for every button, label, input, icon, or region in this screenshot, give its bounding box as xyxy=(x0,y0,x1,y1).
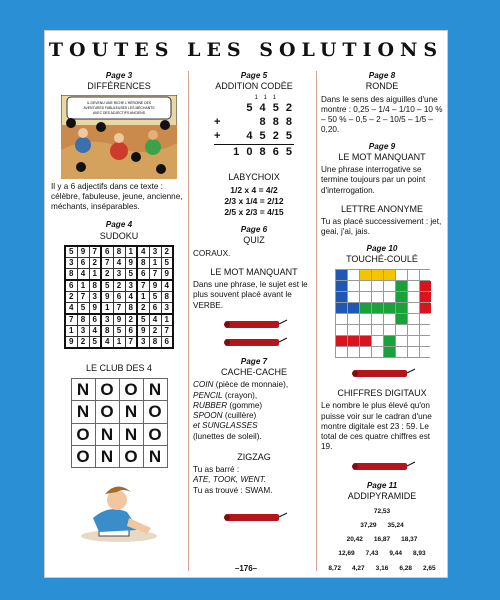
club-cell: O xyxy=(119,379,143,401)
sudoku-cell: 9 xyxy=(161,268,173,280)
club-cell: N xyxy=(71,379,95,401)
english-word: PENCIL xyxy=(193,390,223,400)
sudoku-cell: 2 xyxy=(125,314,137,326)
section-heading: CHIFFRES DIGITAUX xyxy=(337,388,427,398)
column-divider xyxy=(316,71,317,571)
sudoku-row xyxy=(65,325,173,336)
english-word: RUBBER xyxy=(193,400,228,410)
pyramid-row xyxy=(321,550,443,558)
club-des-4-grid xyxy=(71,378,168,468)
grid-cell xyxy=(348,325,359,335)
sudoku-cell: 3 xyxy=(77,325,89,336)
club-row xyxy=(71,423,167,445)
sudoku-cell: 3 xyxy=(161,302,173,314)
grid-cell xyxy=(384,303,395,313)
grid-cell xyxy=(348,281,359,291)
grid-cell xyxy=(384,281,395,291)
section-heading: LE MOT MANQUANT xyxy=(338,151,426,162)
pyramid-value: 6,28 xyxy=(399,564,412,572)
pyramid-value: 8,72 xyxy=(328,564,342,572)
cache-cache-line xyxy=(193,411,315,421)
grid-cell xyxy=(408,281,419,291)
sudoku-cell: 7 xyxy=(89,246,101,258)
sudoku-row xyxy=(65,291,173,302)
pyramid-value: 3,16 xyxy=(375,564,389,572)
firecracker-decoration xyxy=(219,510,289,524)
sudoku-cell: 5 xyxy=(161,257,173,268)
grid-cell xyxy=(408,292,419,302)
pyramid-value: 7,43 xyxy=(365,550,379,558)
grid-cell xyxy=(348,303,359,313)
grid-cell xyxy=(384,347,395,357)
section-heading: ZIGZAG xyxy=(237,451,271,462)
zigzag-line: ATE, TOOK, WENT. xyxy=(193,475,267,485)
sudoku-cell: 7 xyxy=(161,325,173,336)
addend-2: 8 8 8 xyxy=(259,115,294,128)
grid-cell xyxy=(372,303,383,313)
addipyramide xyxy=(321,508,443,573)
zigzag-line: Tu as barré : xyxy=(193,465,240,475)
addend-1: 5 4 5 2 xyxy=(246,102,294,114)
pyramid-value: 18,37 xyxy=(401,536,418,544)
club-cell: N xyxy=(95,445,119,467)
sudoku-cell: 4 xyxy=(149,314,161,326)
sudoku-cell: 6 xyxy=(89,314,101,326)
sudoku-cell: 9 xyxy=(113,314,125,326)
grid-cell xyxy=(372,347,383,357)
sudoku-cell: 2 xyxy=(161,246,173,258)
grid-cell xyxy=(384,270,395,280)
section-heading: TOUCHÉ-COULÉ xyxy=(346,253,418,264)
section-heading: DIFFÉRENCES xyxy=(87,81,151,92)
grid-cell xyxy=(336,347,347,357)
addend-3: 4 5 2 5 xyxy=(246,129,294,142)
sudoku-cell: 1 xyxy=(137,291,149,302)
cache-cache-line xyxy=(193,421,315,431)
grid-cell xyxy=(360,347,371,357)
sudoku-cell: 9 xyxy=(125,257,137,268)
section-page-label: Page 9 xyxy=(368,141,396,151)
sudoku-cell: 9 xyxy=(77,246,89,258)
grid-cell xyxy=(360,314,371,324)
sudoku-cell: 7 xyxy=(77,291,89,302)
grid-cell xyxy=(384,336,395,346)
grid-cell xyxy=(384,314,395,324)
section-page-label: Page 4 xyxy=(105,220,133,230)
grid-cell xyxy=(372,292,383,302)
svg-text:AVEC DES ADJECTIFS ANCIENS: AVEC DES ADJECTIFS ANCIENS xyxy=(93,110,145,115)
sudoku-cell: 9 xyxy=(137,325,149,336)
sudoku-cell: 4 xyxy=(137,246,149,258)
column-left xyxy=(51,71,187,544)
sudoku-cell: 1 xyxy=(101,302,113,314)
differences-answer: Il y a 6 adjectifs dans ce texte : célèbre, fabuleuse, jeune, ancienne, méchants, inséparables. xyxy=(51,181,183,211)
pyramid-row xyxy=(321,536,443,544)
section-page-label: Page 6 xyxy=(240,225,268,235)
column-divider xyxy=(188,71,189,571)
pyramid-value: 16,87 xyxy=(373,536,391,544)
pyramid-value: 35,24 xyxy=(387,522,404,530)
grid-cell xyxy=(372,314,383,324)
chiffres-digitaux-answer: Le nombre le plus élevé qu'on puisse voir sur le cadran d'une montre digitale est 23 : 59. Le total de ces quatre chiffres est 19. xyxy=(321,401,432,452)
cache-cache-line xyxy=(193,401,315,411)
sudoku-cell: 4 xyxy=(113,257,125,268)
sudoku-cell: 6 xyxy=(113,291,125,302)
grid-cell xyxy=(420,325,431,335)
grid-cell xyxy=(360,303,371,313)
sudoku-cell: 8 xyxy=(125,302,137,314)
pyramid-value: 37,29 xyxy=(360,522,377,530)
grid-cell xyxy=(336,292,347,302)
grid-cell xyxy=(396,336,407,346)
lettre-anonyme-answer: Tu as placé successivement : jet, geai, j'ai, jais. xyxy=(321,217,442,237)
grid-cell xyxy=(348,336,359,346)
sudoku-cell: 2 xyxy=(113,280,125,292)
laby-line: 2/5 x 2/3 = 4/15 xyxy=(224,206,284,217)
reading-child-illustration xyxy=(79,478,159,544)
sudoku-cell: 5 xyxy=(77,302,89,314)
section-heading: LETTRE ANONYME xyxy=(340,203,423,214)
sudoku-cell: 1 xyxy=(161,314,173,326)
sudoku-cell: 3 xyxy=(65,257,77,268)
grid-cell xyxy=(348,270,359,280)
grid-cell xyxy=(372,270,383,280)
pyramid-value: 12,69 xyxy=(338,550,355,558)
grid-cell xyxy=(384,325,395,335)
grid-cell xyxy=(420,292,431,302)
pyramid-value: 8,93 xyxy=(412,550,426,558)
sudoku-cell: 2 xyxy=(101,268,113,280)
section-page-label: Page 3 xyxy=(105,71,133,80)
english-word: et SUNGLASSES xyxy=(193,421,258,431)
section-heading: LABYCHOIX xyxy=(228,172,280,182)
club-row xyxy=(71,445,167,467)
sudoku-cell: 6 xyxy=(77,257,89,268)
sudoku-cell: 4 xyxy=(65,302,77,314)
sudoku-cell: 4 xyxy=(161,280,173,292)
pyramid-value: 20,42 xyxy=(346,536,363,544)
sudoku-cell: 1 xyxy=(89,268,101,280)
grid-cell xyxy=(360,292,371,302)
club-row xyxy=(71,401,167,423)
sudoku-cell: 9 xyxy=(149,280,161,292)
club-cell: N xyxy=(143,445,167,467)
section-heading: ADDITION CODÉE xyxy=(215,81,293,92)
sudoku-cell: 7 xyxy=(65,314,77,326)
grid-cell xyxy=(408,325,419,335)
pyramid-value: 72,53 xyxy=(373,508,391,515)
sudoku-cell: 4 xyxy=(77,268,89,280)
grid-cell xyxy=(408,303,419,313)
sudoku-cell: 8 xyxy=(65,268,77,280)
sudoku-cell: 1 xyxy=(125,246,137,258)
grid-cell xyxy=(396,270,407,280)
page-number: –176– xyxy=(234,564,258,573)
sudoku-cell: 9 xyxy=(65,336,77,348)
club-cell: N xyxy=(95,423,119,445)
grid-cell xyxy=(396,325,407,335)
section-page-label: Page 10 xyxy=(366,243,398,253)
grid-cell xyxy=(408,270,419,280)
grid-cell xyxy=(396,347,407,357)
french-translation: (lunettes de soleil). xyxy=(193,431,262,441)
section-page-label: Page 8 xyxy=(368,71,396,80)
sudoku-cell: 5 xyxy=(137,314,149,326)
sudoku-cell: 8 xyxy=(149,336,161,348)
club-cell: O xyxy=(119,445,143,467)
grid-cell xyxy=(372,281,383,291)
grid-cell xyxy=(420,270,431,280)
french-translation: (crayon), xyxy=(222,390,258,400)
club-cell: O xyxy=(143,401,167,423)
grid-cell xyxy=(360,270,371,280)
sudoku-cell: 3 xyxy=(137,336,149,348)
section-heading: SUDOKU xyxy=(99,230,139,241)
sudoku-row xyxy=(65,246,173,258)
grid-cell xyxy=(348,314,359,324)
pyramid-value: 4,27 xyxy=(352,564,365,572)
carry-digits: 1 1 1 xyxy=(254,94,278,101)
sudoku-cell: 4 xyxy=(89,325,101,336)
club-cell: N xyxy=(143,379,167,401)
club-row xyxy=(71,379,167,401)
firecracker-decoration xyxy=(347,459,417,473)
club-cell: O xyxy=(95,401,119,423)
sudoku-cell: 7 xyxy=(137,280,149,292)
sudoku-grid xyxy=(64,245,174,349)
english-word: COIN xyxy=(193,380,214,390)
grid-cell xyxy=(336,325,347,335)
sudoku-row xyxy=(65,257,173,268)
sudoku-cell: 2 xyxy=(149,325,161,336)
french-translation: (pièce de monnaie), xyxy=(213,380,289,390)
pyramid-value: 2,65 xyxy=(422,564,436,572)
sudoku-cell: 8 xyxy=(89,280,101,292)
grid-cell xyxy=(408,347,419,357)
pyramid-row xyxy=(321,522,443,530)
quiz-answer: CORAUX. xyxy=(193,248,231,258)
sudoku-cell: 6 xyxy=(125,325,137,336)
pyramid-row xyxy=(321,508,443,516)
column-right xyxy=(321,71,443,573)
club-cell: O xyxy=(95,379,119,401)
solutions-page xyxy=(44,30,448,578)
sudoku-cell: 5 xyxy=(113,325,125,336)
english-word: SPOON xyxy=(193,411,223,421)
page-title: TOUTES LES SOLUTIONS xyxy=(48,39,444,61)
sudoku-cell: 3 xyxy=(149,246,161,258)
sudoku-row xyxy=(65,336,173,348)
pyramid-value: 9,44 xyxy=(389,550,402,558)
sudoku-cell: 6 xyxy=(149,302,161,314)
section-heading: RONDE xyxy=(365,81,399,92)
plus-sign: + xyxy=(214,129,223,142)
sudoku-cell: 1 xyxy=(65,325,77,336)
grid-cell xyxy=(360,336,371,346)
grid-cell xyxy=(336,303,347,313)
sudoku-cell: 2 xyxy=(137,302,149,314)
sudoku-cell: 7 xyxy=(113,302,125,314)
sudoku-cell: 6 xyxy=(137,268,149,280)
sudoku-cell: 7 xyxy=(149,268,161,280)
laby-line: 1/2 x 4 = 4/2 xyxy=(230,185,278,196)
sudoku-cell: 1 xyxy=(77,280,89,292)
sudoku-cell: 2 xyxy=(89,257,101,268)
sudoku-cell: 8 xyxy=(113,246,125,258)
grid-cell xyxy=(396,281,407,291)
section-page-label: Page 11 xyxy=(366,480,398,490)
grid-cell xyxy=(336,270,347,280)
comic-speech-text: IL DEVENU UNE RICHE L'HÉROÏNE DES xyxy=(86,100,152,105)
cache-cache-answers xyxy=(193,380,315,442)
sum-result: 1 0 8 6 5 xyxy=(233,146,294,159)
sudoku-cell: 7 xyxy=(101,257,113,268)
section-page-label: Page 5 xyxy=(240,71,268,80)
sudoku-cell: 2 xyxy=(65,291,77,302)
section-heading: CACHE-CACHE xyxy=(220,367,287,378)
grid-cell xyxy=(408,314,419,324)
cache-cache-line xyxy=(193,432,315,442)
section-page-label: Page 7 xyxy=(240,356,268,366)
sudoku-cell: 5 xyxy=(89,336,101,348)
sudoku-cell: 3 xyxy=(125,280,137,292)
grid-cell xyxy=(336,314,347,324)
zigzag-line: Tu as trouvé : SWAM. xyxy=(193,485,273,495)
grid-cell xyxy=(336,336,347,346)
grid-cell xyxy=(396,314,407,324)
french-translation: (cuillère) xyxy=(222,411,257,421)
club-cell: N xyxy=(119,401,143,423)
club-cell: N xyxy=(119,423,143,445)
sudoku-cell: 6 xyxy=(161,336,173,348)
section-heading: LE MOT MANQUANT xyxy=(210,266,298,277)
grid-cell xyxy=(420,347,431,357)
sudoku-cell: 9 xyxy=(101,291,113,302)
sudoku-cell: 3 xyxy=(113,268,125,280)
sudoku-cell: 5 xyxy=(149,291,161,302)
club-cell: O xyxy=(71,445,95,467)
grid-cell xyxy=(420,336,431,346)
sudoku-row xyxy=(65,268,173,280)
sum-line xyxy=(214,144,294,145)
grid-cell xyxy=(420,303,431,313)
club-cell: N xyxy=(71,401,95,423)
grid-cell xyxy=(396,292,407,302)
sudoku-cell: 6 xyxy=(65,280,77,292)
grid-cell xyxy=(348,347,359,357)
sudoku-cell: 8 xyxy=(101,325,113,336)
plus-sign: + xyxy=(214,115,223,128)
sudoku-cell: 6 xyxy=(101,246,113,258)
grid-cell xyxy=(420,314,431,324)
ronde-answer: Dans le sens des aiguilles d'une montre : 0,25 – 1/4 – 1/10 – 10 % – 50 % – 0,5 – 2 – 10/5 – 1/5 – 0,20. xyxy=(321,94,443,135)
sudoku-cell: 4 xyxy=(101,336,113,348)
sudoku-cell: 3 xyxy=(101,314,113,326)
grid-cell xyxy=(348,292,359,302)
sudoku-cell: 5 xyxy=(101,280,113,292)
section-heading: LE CLUB DES 4 xyxy=(85,362,153,373)
cache-cache-line xyxy=(193,380,315,390)
touche-coule-grid xyxy=(335,269,430,358)
sudoku-cell: 1 xyxy=(149,257,161,268)
grid-cell xyxy=(336,281,347,291)
grid-cell xyxy=(360,325,371,335)
club-cell: O xyxy=(143,423,167,445)
laby-line: 2/3 x 1/4 = 2/12 xyxy=(224,195,284,206)
sudoku-row xyxy=(65,314,173,326)
grid-cell xyxy=(408,336,419,346)
sudoku-cell: 8 xyxy=(161,291,173,302)
sudoku-cell: 3 xyxy=(89,291,101,302)
coded-addition xyxy=(214,95,294,161)
sudoku-cell: 7 xyxy=(125,336,137,348)
sudoku-cell: 8 xyxy=(77,314,89,326)
sudoku-cell: 1 xyxy=(113,336,125,348)
grid-cell xyxy=(396,303,407,313)
cache-cache-line xyxy=(193,391,315,401)
french-translation: (gomme) xyxy=(227,400,263,410)
grid-cell xyxy=(372,325,383,335)
sudoku-cell: 2 xyxy=(77,336,89,348)
sudoku-cell: 8 xyxy=(137,257,149,268)
grid-cell xyxy=(360,281,371,291)
sudoku-row xyxy=(65,280,173,292)
sudoku-cell: 5 xyxy=(125,268,137,280)
firecracker-decoration xyxy=(219,335,289,349)
grid-cell xyxy=(420,281,431,291)
mot-manquant-answer: Une phrase interrogative se termine toujours par un point d'interrogation. xyxy=(321,165,426,195)
mot-manquant-answer: Dans une phrase, le sujet est le plus souvent placé avant le VERBE. xyxy=(193,280,308,310)
firecracker-decoration xyxy=(219,317,289,331)
sudoku-cell: 9 xyxy=(89,302,101,314)
section-heading: QUIZ xyxy=(243,235,265,246)
grid-cell xyxy=(384,292,395,302)
sudoku-cell: 5 xyxy=(65,246,77,258)
grid-cell xyxy=(372,336,383,346)
comic-illustration xyxy=(61,95,177,179)
firecracker-decoration xyxy=(347,366,417,380)
column-middle xyxy=(193,71,315,532)
sudoku-row xyxy=(65,302,173,314)
svg-text:AVENTURES FABULEUSES LES MÉCHA: AVENTURES FABULEUSES LES MÉCHANTS xyxy=(83,105,155,110)
sudoku-cell: 4 xyxy=(125,291,137,302)
section-heading: ADDIPYRAMIDE xyxy=(347,490,417,501)
club-cell: O xyxy=(71,423,95,445)
